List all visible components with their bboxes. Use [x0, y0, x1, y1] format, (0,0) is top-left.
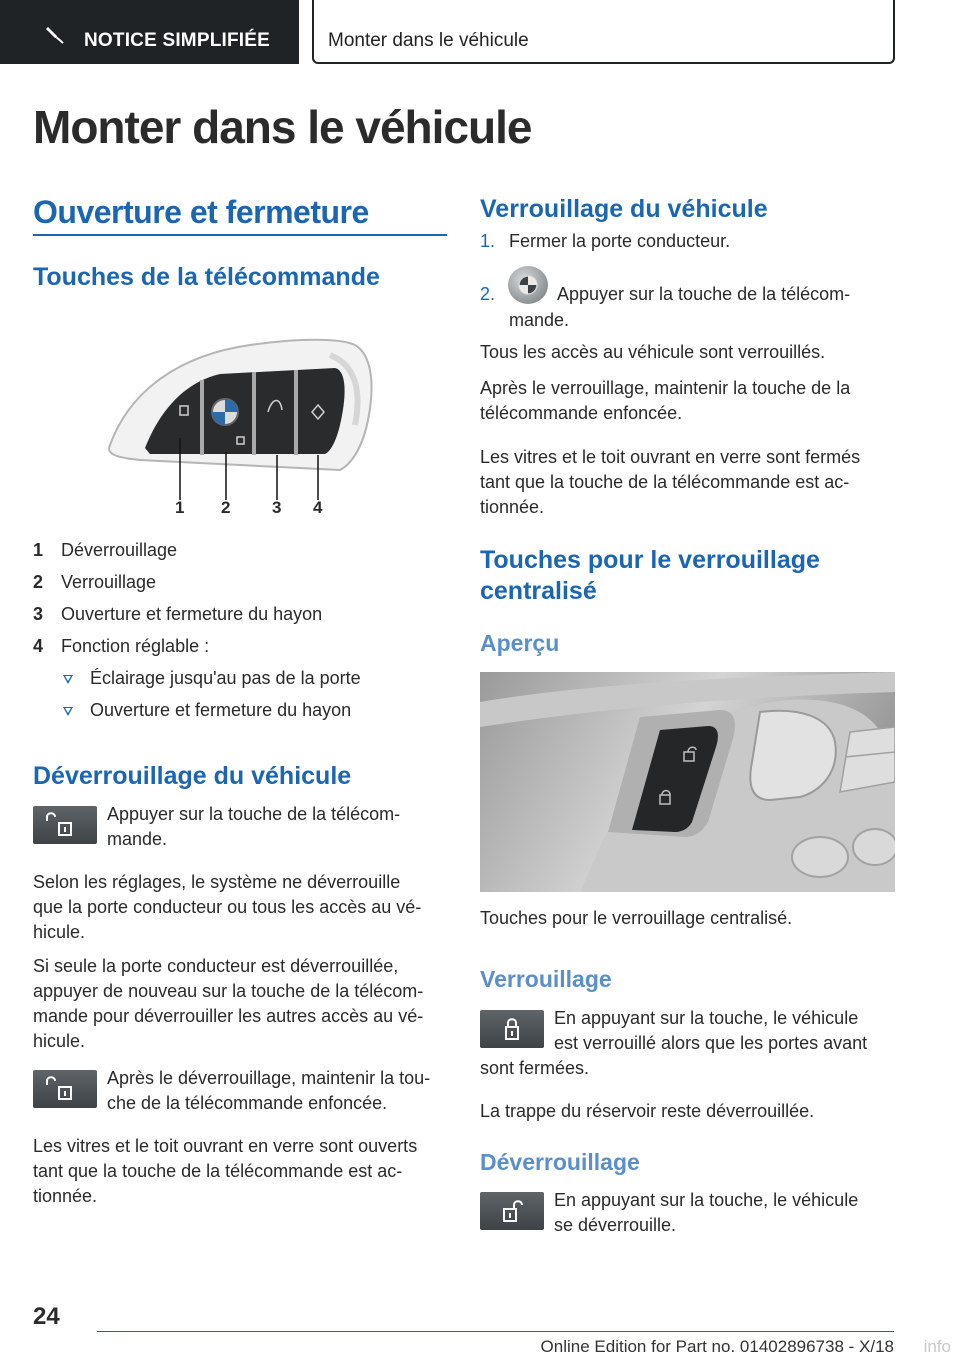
- section-tab[interactable]: [0, 0, 299, 64]
- paragraph-line: tionnée.: [33, 1186, 98, 1206]
- legend-number: 3: [33, 604, 44, 624]
- legend-number: 1: [33, 540, 44, 560]
- bullet-triangle-icon: [63, 707, 73, 716]
- breadcrumb-label: Monter dans le véhicule: [328, 30, 529, 51]
- key-number-3: 3: [272, 498, 282, 517]
- footer-rule: [97, 1331, 894, 1332]
- locking-text: sont fermées.: [480, 1058, 590, 1078]
- paragraph-line: La trappe du réservoir reste déverrouillée.: [480, 1101, 815, 1121]
- after-unlock-text: Après le déverrouillage, maintenir la tou-: [107, 1068, 431, 1088]
- door-panel-photo: [480, 672, 895, 892]
- watermark: info: [923, 1337, 951, 1356]
- overview-heading: Aperçu: [480, 630, 560, 656]
- section-tab-label: NOTICE SIMPLIFIÉE: [84, 30, 271, 51]
- sub-item: Ouverture et fermeture du hayon: [90, 700, 352, 720]
- pushpin-icon: [44, 24, 66, 46]
- paragraph-line: mande pour déverrouiller les autres accès au vé-: [33, 1006, 424, 1026]
- section-rule: [33, 234, 447, 236]
- central-heading: Touches pour le verrouillage: [480, 546, 820, 574]
- page-number: 24: [33, 1303, 60, 1330]
- unlock-button-icon: [33, 806, 97, 844]
- unlocking-heading: Déverrouillage: [480, 1149, 640, 1175]
- paragraph-line: appuyer de nouveau sur la touche de la télécom-: [33, 981, 424, 1001]
- key-number-2: 2: [221, 498, 231, 517]
- paragraph-line: tant que la touche de la télécommande est ac-: [33, 1161, 403, 1181]
- paragraph-line: Les vitres et le toit ouvrant en verre sont ouverts: [33, 1136, 418, 1156]
- legend-text: Ouverture et fermeture du hayon: [61, 604, 323, 624]
- paragraph-line: tionnée.: [480, 497, 545, 517]
- key-fob-illustration: [100, 330, 390, 520]
- after-unlock-text: che de la télécommande enfoncée.: [107, 1093, 388, 1113]
- remote-heading: Touches de la télécommande: [33, 263, 380, 291]
- breadcrumb[interactable]: [312, 0, 895, 64]
- paragraph-line: Les vitres et le toit ouvrant en verre sont fermés: [480, 447, 861, 467]
- key-number-1: 1: [175, 498, 185, 517]
- page-title: Monter dans le véhicule: [33, 101, 532, 153]
- section-heading: Ouverture et fermeture: [33, 194, 369, 230]
- lock-button-icon: [480, 1010, 544, 1048]
- paragraph-line: Selon les réglages, le système ne déverrouille: [33, 872, 401, 892]
- sub-item: Éclairage jusqu'au pas de la porte: [90, 668, 361, 688]
- locking-heading: Verrouillage: [480, 966, 612, 992]
- lock-heading: Verrouillage du véhicule: [480, 195, 768, 223]
- remote-key-icon: [508, 266, 548, 304]
- step-number: 1.: [480, 231, 496, 251]
- legend-text: Fonction réglable :: [61, 636, 210, 656]
- unlock-button-icon: [480, 1192, 544, 1230]
- locking-text: est verrouillé alors que les portes avant: [554, 1033, 868, 1053]
- bullet-triangle-icon: [63, 675, 73, 684]
- key-number-4: 4: [313, 498, 323, 517]
- step-number: 2.: [480, 284, 496, 304]
- paragraph-line: Si seule la porte conducteur est déverrouillée,: [33, 956, 399, 976]
- unlock-heading: Déverrouillage du véhicule: [33, 762, 352, 790]
- central-heading: centralisé: [480, 577, 597, 605]
- paragraph-line: télécommande enfoncée.: [480, 403, 683, 423]
- unlock-text: Appuyer sur la touche de la télécom-: [107, 804, 401, 824]
- step-text: Appuyer sur la touche de la télécom-: [557, 284, 851, 304]
- legend-number: 2: [33, 572, 44, 592]
- step-text: mande.: [509, 310, 570, 330]
- edition-text: Online Edition for Part no. 01402896738 - X/18: [540, 1337, 894, 1356]
- paragraph-line: hicule.: [33, 1031, 86, 1051]
- unlock-text: mande.: [107, 829, 168, 849]
- legend-text: Verrouillage: [61, 572, 157, 592]
- paragraph-line: Tous les accès au véhicule sont verrouillés.: [480, 342, 826, 362]
- paragraph-line: que la porte conducteur ou tous les accès au vé-: [33, 897, 422, 917]
- step-text: Fermer la porte conducteur.: [509, 231, 731, 251]
- paragraph-line: tant que la touche de la télécommande est ac-: [480, 472, 850, 492]
- legend-text: Déverrouillage: [61, 540, 178, 560]
- photo-caption: Touches pour le verrouillage centralisé.: [480, 908, 793, 928]
- unlocking-text: En appuyant sur la touche, le véhicule: [554, 1190, 859, 1210]
- paragraph-line: Après le verrouillage, maintenir la touche de la: [480, 378, 851, 398]
- locking-text: En appuyant sur la touche, le véhicule: [554, 1008, 859, 1028]
- unlock-button-icon: [33, 1070, 97, 1108]
- paragraph-line: hicule.: [33, 922, 86, 942]
- legend-number: 4: [33, 636, 44, 656]
- unlocking-text: se déverrouille.: [554, 1215, 677, 1235]
